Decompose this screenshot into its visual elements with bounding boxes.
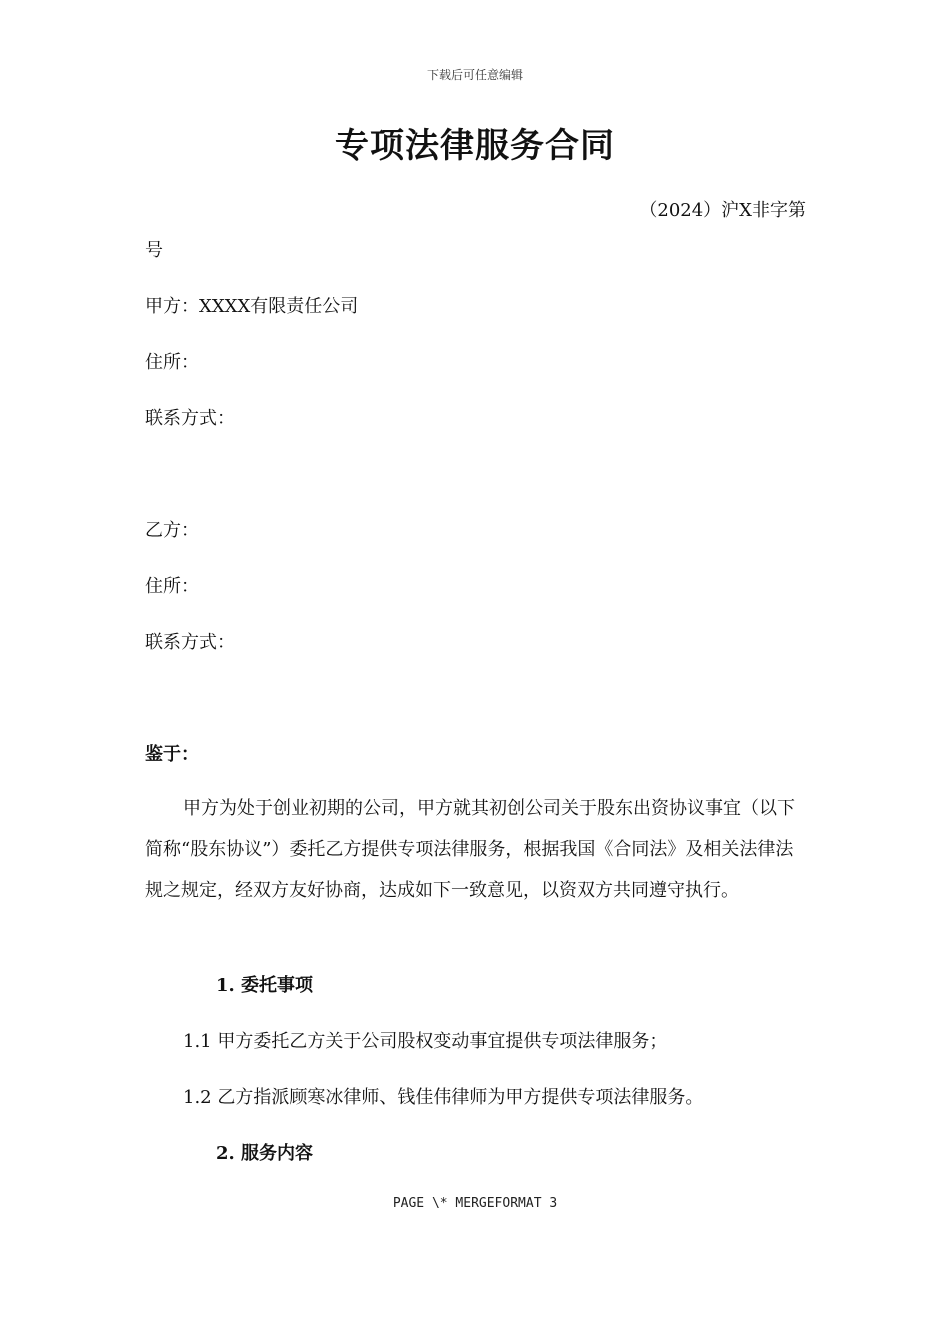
whereas-paragraph: 甲方为处于创业初期的公司，甲方就其初创公司关于股东出资协议事宜（以下简称“股东协议”）委托乙方提供专项法律服务，根据我国《合同法》及相关法律法规之规定，经双方友好协商，达成如下一致意见，以资双方共同遵守执行。 — [145, 798, 795, 901]
section-item: 1.1 甲方委托乙方关于公司股权变动事宜提供专项法律服务； — [183, 1031, 668, 1052]
contract-reference-suffix: 号 — [145, 240, 163, 261]
party-b-name: 乙方： — [145, 520, 199, 541]
party-a-contact: 联系方式： — [145, 408, 235, 429]
document-title: 专项法律服务合同 — [335, 126, 615, 166]
section-item: 1.2 乙方指派顾寒冰律师、钱佳伟律师为甲方提供专项法律服务。 — [183, 1087, 704, 1108]
whereas-heading: 鉴于： — [145, 744, 199, 765]
contract-reference-number: （2024）沪X非字第 — [639, 200, 806, 221]
page-header-note: 下载后可任意编辑 — [426, 68, 523, 82]
page-footer: PAGE \* MERGEFORMAT 3 — [392, 1196, 558, 1211]
section-heading: 1. 委托事项 — [216, 975, 314, 996]
party-a-name: 甲方：XXXX有限责任公司 — [145, 296, 359, 317]
party-b-contact: 联系方式： — [145, 632, 235, 653]
party-b-address: 住所： — [145, 576, 199, 597]
section-heading: 2. 服务内容 — [216, 1143, 314, 1164]
party-a-address: 住所： — [145, 352, 199, 373]
